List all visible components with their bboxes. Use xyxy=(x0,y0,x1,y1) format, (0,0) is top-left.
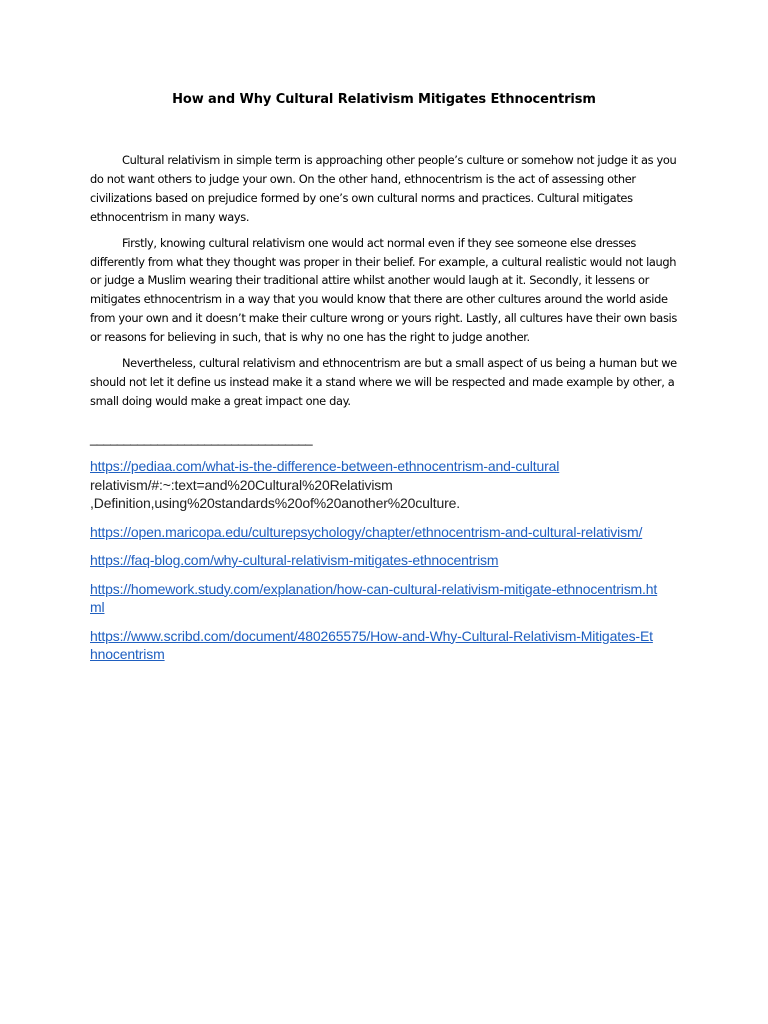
reference-item-pediaa xyxy=(90,457,660,513)
reference-link-study[interactable]: https://homework.study.com/explanation/how-can-cultural-relativism-mitigate-ethnocentrism.html xyxy=(90,580,658,615)
reference-item-study xyxy=(90,580,660,617)
references-list xyxy=(90,457,660,674)
reference-item-scribd xyxy=(90,627,660,664)
reference-item-faq-blog xyxy=(90,551,660,570)
paragraph-nevertheless: Nevertheless, cultural relativism and ethnocentrism are but a small aspect of us being a human but we should not let it define us instead make it a stand where we will be respected and made example by other, a small doing would make a great impact one day. xyxy=(90,356,677,408)
reference-link-maricopa[interactable]: https://open.maricopa.edu/culturepsychology/chapter/ethnocentrism-and-cultural-relativism/ xyxy=(90,523,643,540)
reference-link-faq-blog[interactable]: https://faq-blog.com/why-cultural-relativism-mitigates-ethnocentrism xyxy=(90,552,499,568)
document-title: How and Why Cultural Relativism Mitigates Ethnocentrism xyxy=(172,92,596,107)
paragraph-firstly: Firstly, knowing cultural relativism one would act normal even if they see someone else dresses differently from what they thought was proper in their belief. For example, a cultural realistic would not laugh or judge a Muslim wearing their traditional attire whilst another would laugh at it. Secondly, it lessens or mitigates ethnocentrism in a way that you would know that there are other cultures around the world aside from your own and it doesn’t make their culture wrong or yours right. Lastly, all cultures have their own basis or reasons for believing in such, that is why no one has the right to judge another. xyxy=(90,235,677,345)
paragraph-intro: Cultural relativism in simple term is approaching other people’s culture or somehow not judge it as you do not want others to judge your own. On the other hand, ethnocentrism is the act of assessing other civilizations based on prejudice formed by one’s own cultural norms and practices. Cultural mitigates ethnocentrism in many ways. xyxy=(90,153,677,224)
references-separator: _________________________________ xyxy=(90,431,313,446)
reference-item-maricopa xyxy=(90,523,660,542)
reference-link-scribd[interactable]: https://www.scribd.com/document/480265575/How-and-Why-Cultural-Relativism-Mitigates-Ethnocentrism xyxy=(90,627,653,662)
document-body xyxy=(90,151,690,418)
reference-link-pediaa[interactable]: https://pediaa.com/what-is-the-difference-between-ethnocentrism-and-cultural xyxy=(90,458,560,474)
reference-continuation-line1: relativism/#:~:text=and%20Cultural%20Relativism xyxy=(90,476,393,493)
reference-continuation-line2: ,Definition,using%20standards%20of%20another%20culture. xyxy=(90,495,460,511)
